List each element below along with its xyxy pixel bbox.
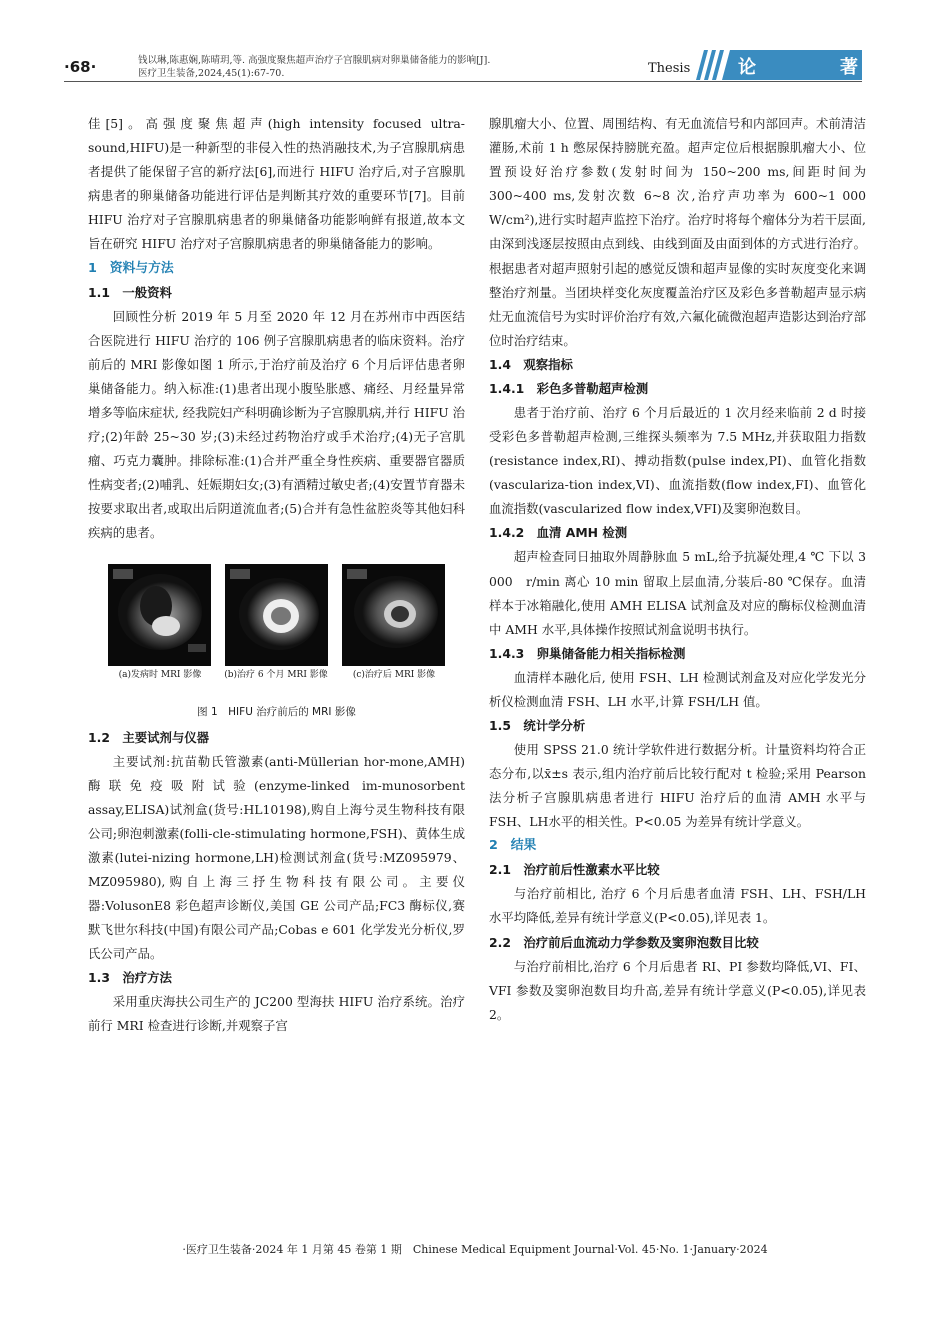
subsection-1-3-heading: 1.3 治疗方法 [88, 970, 172, 986]
mri-image-c [342, 564, 445, 666]
paragraph-1-5: 使用 SPSS 21.0 统计学软件进行数据分析。计量资料均符合正态分布,以x̄±s 表示,组内治疗前后比较行配对 t 检验;采用 Pearson 法分析子宫腺肌病患者进行 HIFU 治疗后的血清 AMH 水平与 FSH、LH水平的相关性。P<0.05 为差异有统计学意义。 [489, 741, 866, 830]
figure-title: 图 1 HIFU 治疗前后的 MRI 影像 [197, 705, 356, 718]
subsection-1-2-heading: 1.2 主要试剂与仪器 [88, 729, 210, 745]
subsection-1-5-heading: 1.5 统计学分析 [489, 717, 586, 733]
paragraph-1-2: 主要试剂:抗苗勒氏管激素(anti-Müllerian hor-mone,AMH)酶联免疫吸附试验(enzyme-linked im-munosorbent assay,ELISA)试剂盒(货号:HL10198),购自上海兮灵生物科技有限公司;卵泡刺激素(folli-cle-stimulating hormone,FSH)、黄体生成激素(lutei-nizing hormone,LH)检测试剂盒(货号:MZ095979、MZ095980),购自上海三抒生物科技有限公司。主要仪器:VolusonE8 彩色超声诊断仪,美国 GE 公司产品;FC3 酶标仪,赛默飞世尔科技(中国)有限公司产品;Cobas e 601 化学发光分析仪,罗氏公司产品。 [88, 753, 465, 962]
intro-paragraph: 佳[5]。高强度聚焦超声(high intensity focused ultra-sound,HIFU)是一种新型的非侵入性的热消融技术,为子宫腺肌病患者提供了能保留子宫的新疗法[6],而进行 HIFU 治疗后,对子宫腺肌病患者的卵巢储备功能进行评估是判断其疗效的重要环节[7]。目前 HIFU 治疗对子宫腺肌病患者的卵巢储备功能影响鲜有报道,故本文旨在研究 HIFU 治疗对子宫腺肌病患者的卵巢储备能力的影响。 [88, 116, 465, 252]
subsection-1-4-3-heading: 1.4.3 卵巢储备能力相关指标检测 [489, 645, 686, 661]
mri-image-a [108, 564, 211, 666]
right-column [489, 112, 866, 1027]
paragraph-1-4-1: 患者于治疗前、治疗 6 个月后最近的 1 次月经来临前 2 d 时接受彩色多普勒超声检测,三维探头频率为 7.5 MHz,并获取阻力指数(resistance index,RI)、搏动指数(pulse index,PI)、血管化指数(vasculariza-tion index,VI)、血流指数(flow index,FI)、血管化血流指数(vascularized flow index,VFI)及窦卵泡数目。 [489, 404, 866, 517]
subsection-2-1-heading: 2.1 治疗前后性激素水平比较 [489, 862, 660, 878]
caption-b: (b)治疗 6 个月 MRI 影像 [224, 669, 328, 680]
caption-a: (a)发病时 MRI 影像 [118, 669, 202, 680]
page-footer: ·医疗卫生装备·2024 年 1 月第 45 卷第 1 期 Chinese Medical Equipment Journal·Vol. 45·No. 1·January·2024 [182, 1243, 768, 1256]
paragraph-1-3-continued: 腺肌瘤大小、位置、周围结构、有无血流信号和内部回声。术前清洁灌肠,术前 1 h 憋尿保持膀胱充盈。超声定位后根据腺肌瘤大小、位置预设好治疗参数(发射时间为 150~200 ms,间距时间为 300~400 ms,发射次数 6~8 次,治疗声功率为 600~1 000 W/cm²),进行实时超声监控下治疗。治疗时将每个瘤体分为若干层面,由深到浅逐层按照由点到线、由线到面及由面到体的方式进行治疗。根据患者对超声照射引起的感觉反馈和超声显像的实时灰度变化来调整治疗剂量。当团块样变化灰度覆盖治疗区及彩色多普勒超声显示病灶无血流信号为实时评价治疗有效,六氟化硫微泡超声造影达到治疗部位时治疗结束。 [489, 116, 866, 348]
citation [138, 54, 608, 80]
subsection-1-1-heading: 1.1 一般资料 [88, 284, 172, 300]
citation-line-1: 钱以琳,陈惠娴,陈晴玥,等. 高强度聚焦超声治疗子宫腺肌病对卵巢储备能力的影响[J]. [138, 55, 491, 66]
header-rule [64, 81, 862, 82]
subsection-1-4-heading: 1.4 观察指标 [489, 356, 573, 372]
subsection-1-4-1-heading: 1.4.1 彩色多普勒超声检测 [489, 380, 649, 396]
paragraph-2-1: 与治疗前相比, 治疗 6 个月后患者血清 FSH、LH、FSH/LH 水平均降低,差异有统计学意义(P<0.05),详见表 1。 [489, 886, 866, 926]
mri-image-b [225, 564, 328, 666]
page-number: ·68· [64, 58, 97, 76]
section-2-heading: 2 结果 [489, 838, 537, 854]
section-1-heading: 1 资料与方法 [88, 260, 174, 276]
thesis-label: Thesis [648, 61, 691, 76]
paragraph-2-2: 与治疗前相比,治疗 6 个月后患者 RI、PI 参数均降低,VI、FI、VFI 参数及窦卵泡数目均升高,差异有统计学意义(P<0.05),详见表 2。 [489, 958, 866, 1022]
caption-c: (c)治疗后 MRI 影像 [352, 669, 436, 680]
left-column [88, 112, 465, 1039]
figure-1 [88, 556, 465, 726]
section-char-1: 论 [738, 57, 756, 78]
paragraph-1-4-2: 超声检查同日抽取外周静脉血 5 mL,给予抗凝处理,4 ℃ 下以 3 000 r/min 离心 10 min 留取上层血清,分装后-80 ℃保存。血清样本于冰箱融化,使用 AMH ELISA 试剂盒及对应的酶标仪检测血清中 AMH 水平,具体操作按照试剂盒说明书执行。 [489, 549, 866, 637]
subsection-2-2-heading: 2.2 治疗前后血流动力学参数及窦卵泡数目比较 [489, 934, 759, 950]
section-title [738, 53, 858, 79]
citation-line-2: 医疗卫生装备,2024,45(1):67-70. [138, 68, 285, 79]
section-char-2: 著 [840, 57, 858, 78]
paragraph-1-3: 采用重庆海扶公司生产的 JC200 型海扶 HIFU 治疗系统。治疗前行 MRI 检查进行诊断,并观察子宫 [88, 994, 465, 1034]
subsection-1-4-2-heading: 1.4.2 血清 AMH 检测 [489, 525, 628, 541]
paragraph-1-4-3: 血清样本融化后, 使用 FSH、LH 检测试剂盒及对应化学发光分析仪检测血清 FSH、LH 水平,计算 FSH/LH 值。 [489, 669, 866, 709]
paragraph-1-1: 回顾性分析 2019 年 5 月至 2020 年 12 月在苏州市中西医结合医院进行 HIFU 治疗的 106 例子宫腺肌病患者的临床资料。治疗前后的 MRI 影像如图 1 所示,于治疗前及治疗 6 个月后评估患者卵巢储备能力。纳入标准:(1)患者出现小腹坠胀感、痛经、月经量异常增多等临床症状, 经我院妇产科明确诊断为子宫腺肌病,并行 HIFU 治疗;(2)年龄 25~30 岁;(3)未经过药物治疗或手术治疗;(4)无子宫肌瘤、巧克力囊肿。排除标准:(1)合并严重全身性疾病、重要器官器质性病变者;(2)哺乳、妊娠期妇女;(3)有酒精过敏史者;(4)安置节育器未按要求取出者,或取出后阴道流血者;(5)合并有急性盆腔炎等其他妇科疾病的患者。 [88, 308, 465, 541]
